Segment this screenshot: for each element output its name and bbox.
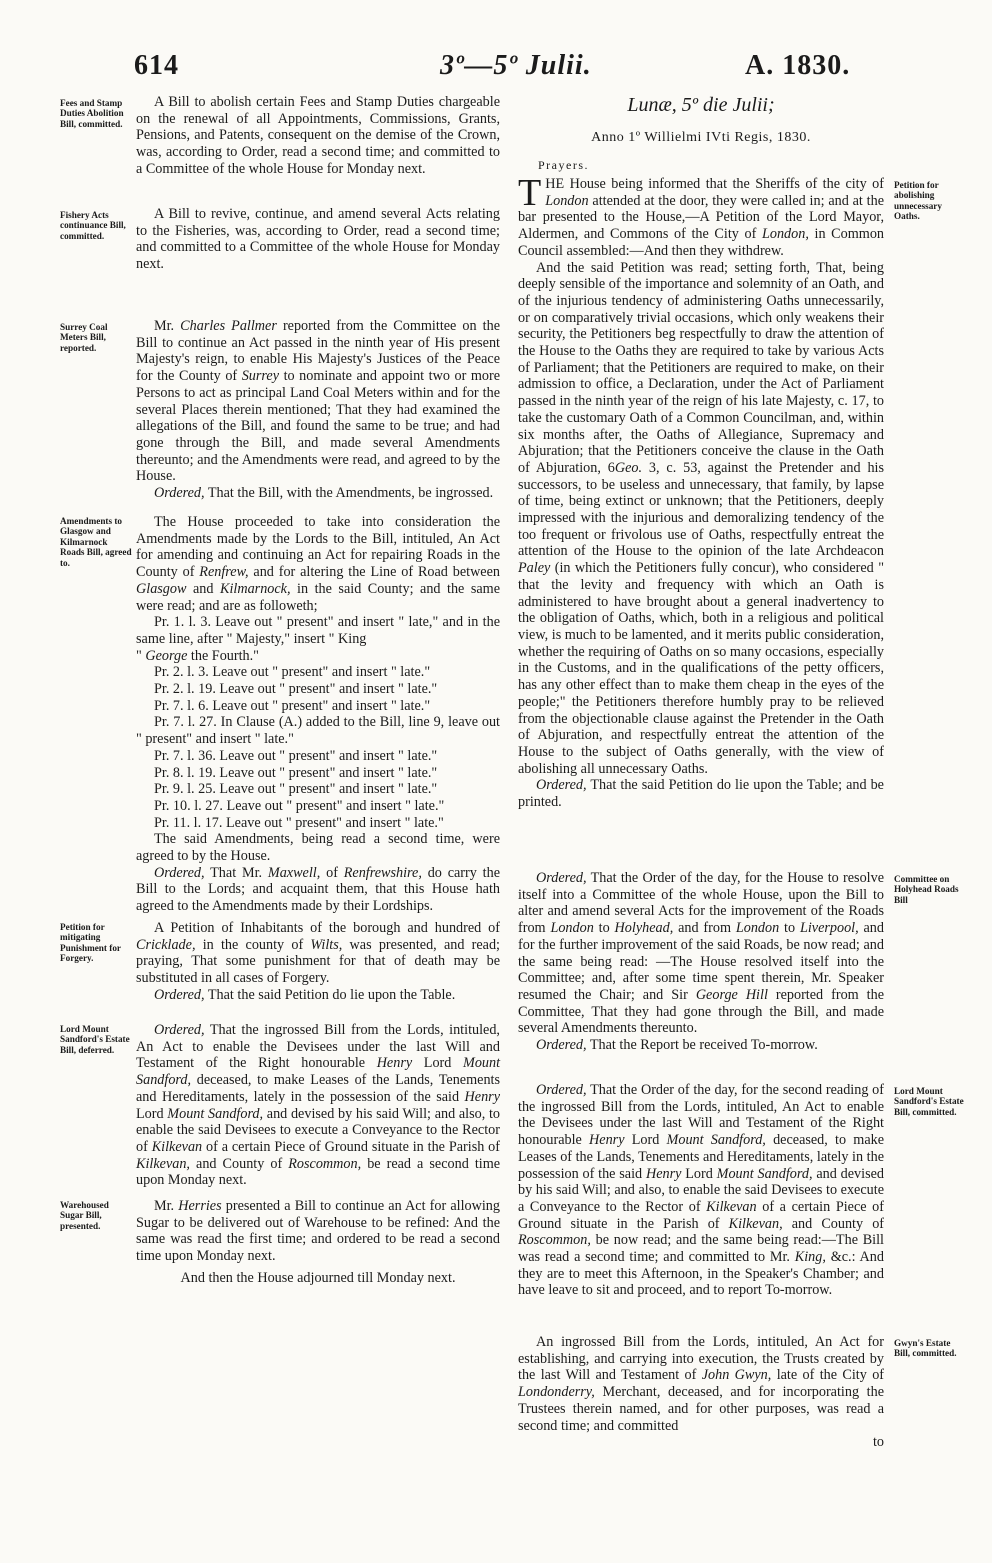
amendment-item: Pr. 1. l. 3. Leave out " present" and insert " late," and in the same line, after " Majesty," insert " King " George the Fourth." (136, 614, 500, 664)
amendment-item: Pr. 7. l. 6. Leave out " present" and insert " late." (154, 697, 431, 714)
holyhead-order: Ordered, That the Report be received To-morrow. (536, 1037, 818, 1054)
oaths-petition-entry (518, 172, 885, 811)
margin-note-gwyn: Gwyn's Estate Bill, committed. (894, 1338, 957, 1359)
margin-note-petition: Petition for mitigating Punishment for Forgery. (60, 922, 121, 964)
amendment-item: Pr. 2. l. 19. Leave out " present" and insert " late." (154, 681, 438, 698)
forgery-petition-text: A Petition of Inhabitants of the borough and hundred of Cricklade, in the county of Wilts, was presented, and read; praying, That some punishment for that of death may be substituted in all cases of Forgery. (136, 920, 501, 987)
holyhead-entry (518, 870, 884, 1054)
sugar-bill-entry (136, 1198, 500, 1265)
amendments-order: Ordered, That Mr. Maxwell, of Renfrewshire, do carry the Bill to the Lords; and acquaint them, that this House hath agreed to the Amendments made by their Lordships. (136, 864, 500, 915)
gwyn-bill-entry (518, 1334, 884, 1451)
forgery-petition-entry (136, 920, 500, 1004)
margin-note-oaths: Petition for abolishing unnecessary Oaths. (894, 180, 942, 222)
oaths-petition-presented: THE House being informed that the Sheriffs of the city of London attended at the door, they were called in; and at the bar presented to the House,—A Petition of the Lord Mayor, Aldermen, and Commons of the City of London, in Common Council assembled:—And then they withdrew. (518, 172, 885, 259)
mount-sandford-deferred-entry (136, 1022, 500, 1189)
oaths-petition-order: Ordered, That the said Petition do lie upon the Table; and be printed. (518, 777, 884, 811)
margin-note-sugar: Warehoused Sugar Bill, presented. (60, 1200, 109, 1231)
margin-note-holyhead: Committee on Holyhead Roads Bill (894, 874, 959, 905)
margin-note-amendments: Amendments to Glasgow and Kilmarnock Roads Bill, agreed to. (60, 516, 132, 568)
amendments-agreed: The said Amendments, being read a second time, were agreed to by the House. (136, 831, 500, 865)
fees-bill-text: A Bill to abolish certain Fees and Stamp Duties chargeable on the renewal of all Appointments, Commissions, Grants, Pensions, and Patents, consequent on the demise of the Crown, was, according to Order, read a second time; and committed to a Committee of the whole House for Monday next. (136, 94, 500, 177)
amendment-item: Pr. 10. l. 27. Leave out " present" and insert " late." (154, 797, 445, 814)
sugar-bill-text: Mr. Herries presented a Bill to continue an Act for allowing Sugar to be delivered out of Warehouse to be refined: And the same was read the first time; and ordered to be read a second time upon Monday next. (136, 1198, 500, 1265)
holyhead-text: Ordered, That the Order of the day, for the House to resolve itself into a Committee of the whole House, upon the Bill to alter and amend several Acts for the improvement of the Roads from London to Holyhead, and from London to Liverpool, and for the further improvement of the said Roads, be now read; and the same being read: —The House resolved itself into the Committee; and, after some time spent therein, Mr. Speaker resumed the Chair; and Sir George Hill reported from the Committee, That they had gone through the Bill, and made several Amendments thereunto. (518, 870, 885, 1037)
amendment-item: Pr. 2. l. 3. Leave out " present" and insert " late." (154, 664, 431, 681)
amendments-intro: The House proceeded to take into consideration the Amendments made by the Lords to the Bill, intituled, An Act for amending and continuing an Act for repairing Roads in the County of Renfrew, and for altering the Line of Road between Glasgow and Kilmarnock, in the said County; and the same were read; and are as followeth; (136, 514, 501, 614)
margin-note-mount-deferred: Lord Mount Sandford's Estate Bill, deferred. (60, 1024, 130, 1055)
mount-sandford-committed-text: Ordered, That the Order of the day, for the second reading of the ingrossed Bill from the Lords, intituled, An Act to enable the Devisees under the last Will and Testament of the Right honourable Henry Lord Mount Sandford, deceased, to make Leases of the Lands, Tenements and Hereditaments, lately in the possession of the said Henry Lord Mount Sandford, and devised by his said Will; and also, to enable the said Devisees to execute a Conveyance to the Rector of Kilkevan of a certain Piece of Ground situate in the Parish of Kilkevan, and County of Roscommon, be now read; and the same being read:—The Bill was read a second time; and committed to Mr. King, &c.: And they are to meet this Afternoon, in the Speaker's Chamber; and have leave to sit and proceed, and to report To-morrow. (518, 1082, 885, 1299)
amendment-item: Pr. 7. l. 36. Leave out " present" and insert " late." (154, 747, 438, 764)
amendment-item: Pr. 7. l. 27. In Clause (A.) added to the Bill, line 9, leave out " present" and insert " late." (136, 714, 500, 748)
amendment-item: Pr. 9. l. 25. Leave out " present" and insert " late." (154, 781, 438, 798)
amendments-entry (136, 514, 500, 915)
surrey-bill-entry (136, 318, 500, 502)
fees-bill-entry (136, 94, 500, 178)
margin-note-mount-committed: Lord Mount Sandford's Estate Bill, committed. (894, 1086, 964, 1117)
gwyn-bill-text: An ingrossed Bill from the Lords, intituled, An Act for establishing, and carrying into execution, the Trusts created by the last Will and Testament of John Gwyn, late of the City of Londonderry, Merchant, deceased, and for incorporating the Trustees therein named, and for other purposes, was read a second time; and committed (518, 1334, 885, 1434)
margin-note-fishery: Fishery Acts continuance Bill, committed. (60, 210, 126, 241)
margin-note-fees: Fees and Stamp Duties Abolition Bill, committed. (60, 98, 124, 129)
margin-note-surrey: Surrey Coal Meters Bill, reported. (60, 322, 108, 353)
running-year: A. 1830. (745, 50, 851, 81)
forgery-petition-order: Ordered, That the said Petition do lie upon the Table. (154, 986, 456, 1003)
page-number: 614 (134, 50, 179, 81)
adjournment: And then the House adjourned till Monday next. (180, 1270, 456, 1286)
oaths-petition-text: And the said Petition was read; setting forth, That, being deeply sensible of the importance and solemnity of an Oath, and of the injurious tendency of administering Oaths unnecessarily, or on comparatively trivial occasions, which only weakens their security, the Petitioners beg respectfully to draw the attention of the House to the Oaths they are required to take by various Acts of Parliament; that the Petitioners are required to make, on their admission to office, a Declaration, under the Act of Parliament passed in the ninth year of the reign of his late Majesty, c. 17, to take the customary Oath of a Common Councilman, and, within six months after, the Oaths of Allegiance, Supremacy and Abjuration; that the Petitioners conceive the clause in the Oath of Abjuration, 6Geo. 3, c. 53, against the Pretender and his successors, to be useless and unnecessary, that family, by lapse of time, being extinct or unknown; that the Petitioners, deeply impressed with the injurious and demoralizing tendency of the too frequent or frivolous use of Oaths, respectfully entreat the attention of the House to the opinion of the late Archdeacon Paley (in which the Petitioners fully concur), who considered " that the levity and frequency with which an Oath is administered to have brought about a general inadvertency to the obligation of Oaths, which, both in a religious and political view, is much to be lamented, and it merits public consideration, whether the requiring of Oaths on so many occasions, especially in the Customs, and in the qualifications of the petty officers, has any other effect than to make them cheap in the eyes of the people;" the Petitioners therefore humbly pray to be relieved from the objectionable clause against the Pretender in the Oath of Abjuration, and respectfully entreat the attention of the House to the subject of Oaths generally, with the view of abolishing all unnecessary Oaths. (518, 259, 885, 777)
running-date: 3º—5º Julii. (440, 50, 592, 81)
catchword: to (872, 1434, 884, 1451)
day-heading: Lunæ, 5º die Julii; (627, 94, 775, 116)
mount-sandford-committed-entry (518, 1082, 884, 1299)
fishery-bill-entry (136, 206, 500, 273)
surrey-order: Ordered, That the Bill, with the Amendments, be ingrossed. (154, 485, 494, 502)
prayers-heading: Prayers. (538, 158, 589, 172)
mount-sandford-deferred-text: Ordered, That the ingrossed Bill from the Lords, intituled, An Act to enable the Devisees under the last Will and Testament of the Right honourable Henry Lord Mount Sandford, deceased, to make Leases of the Lands, Tenements and Hereditaments, lately in the possession of the said Henry Lord Mount Sandford, and devised by his said Will; and also, to enable the said Devisees to execute a Conveyance to the Rector of Kilkevan of a certain Piece of Ground situate in the Parish of Kilkevan, and County of Roscommon, be read a second time upon Monday next. (136, 1022, 501, 1189)
fishery-bill-text: A Bill to revive, continue, and amend several Acts relating to the Fisheries, was, according to Order, read a second time; and committed to a Committee of the whole House for Monday next. (136, 206, 500, 273)
surrey-report: Mr. Charles Pallmer reported from the Committee on the Bill to continue an Act passed in the ninth year of His present Majesty's reign, to enable His Majesty's Justices of the Peace for the County of Surrey to nominate and appoint two or more Persons to act as principal Land Coal Meters within and for the several Places therein mentioned; That they had examined the allegations of the Bill, and found the same to be true; and had gone through the Bill, and made several Amendments thereunto; and the Amendments were read, and agreed to by the House. (136, 318, 501, 485)
drop-cap: T (518, 172, 542, 214)
amendment-item: Pr. 8. l. 19. Leave out " present" and insert " late." (154, 764, 438, 781)
regnal-year: Anno 1º Willielmi IVti Regis, 1830. (591, 130, 811, 145)
amendment-item: Pr. 11. l. 17. Leave out " present" and insert " late." (154, 814, 444, 831)
